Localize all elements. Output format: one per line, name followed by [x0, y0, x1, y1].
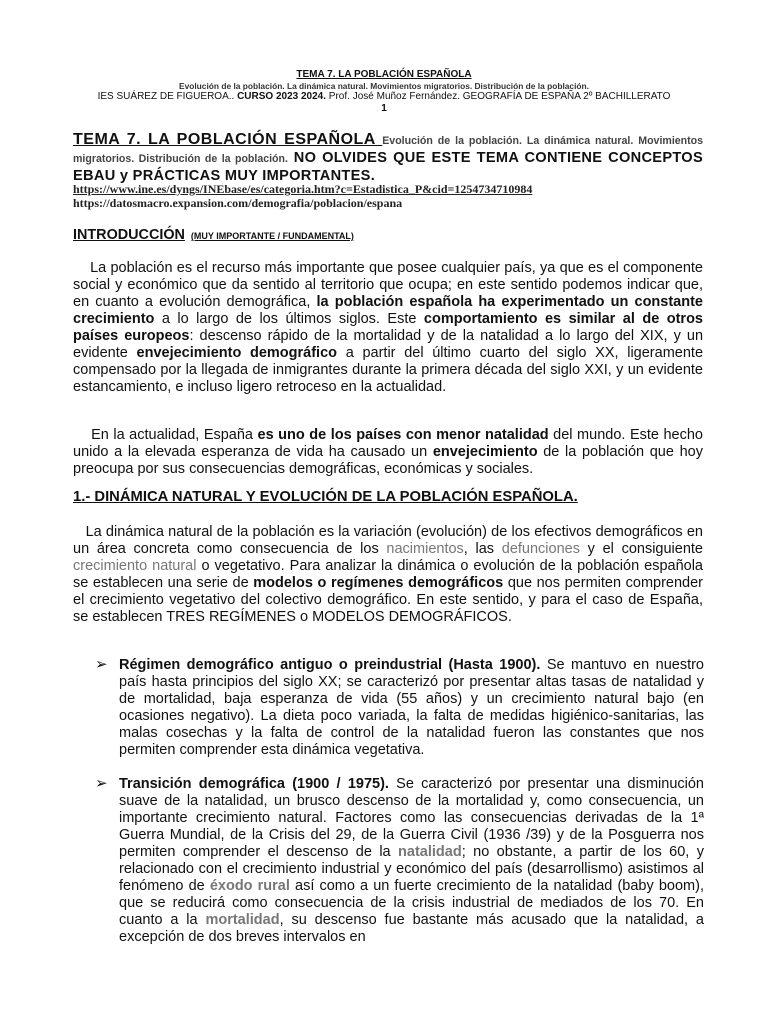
- section-1-paragraph: [73, 524, 703, 626]
- text-run: , las: [463, 541, 502, 557]
- ine-link[interactable]: https://www.ine.es/dyngs/INEbase/es/categoria.htm?c=Estadistica_P&cid=1254734710984: [73, 182, 533, 196]
- intro-tag: (MUY IMPORTANTE / FUNDAMENTAL): [190, 231, 354, 241]
- header-course-line: [0, 92, 768, 102]
- bullet-transicion: [119, 776, 704, 946]
- topic-title: TEMA 7. LA POBLACIÓN ESPAÑOLA: [73, 131, 383, 148]
- text-run: ; no obstante, a partir de los 60, y relacionado con el crecimiento industrial y económico del país (desarrollismo) asistimos al fenómeno de: [119, 844, 704, 894]
- text-run: La dinámica natural de la población es la variación (evolución) de los efectivos demográficos en un área concreta como consecuencia de los: [73, 524, 703, 557]
- header-title: TEMA 7. LA POBLACIÓN ESPAÑOLA: [296, 69, 472, 80]
- section-1-heading: 1.- DINÁMICA NATURAL Y EVOLUCIÓN DE LA POBLACIÓN ESPAÑOLA.: [73, 489, 578, 505]
- topic-subtitle: Evolución de la población. La dinámica natural. Movimientos migratorios. Distribución de la población.: [73, 135, 704, 165]
- text-run: que nos permiten comprender el crecimiento vegetativo del colectivo demográfico. En este sentido, y para el caso de España, se establecen TRES REGÍMENES o MODELOS DEMOGRÁFICOS.: [73, 575, 704, 625]
- text-run: así como a un fuerte crecimiento de la natalidad (baby boom), que se reducirá como consecuencia de la crisis industrial de mediados de los 70. En cuanto a la: [119, 878, 704, 928]
- text-run-bold: comportamiento es similar al de otros países europeos: [73, 311, 703, 344]
- datosmacro-link[interactable]: https://datosmacro.expansion.com/demografia/poblacion/espana: [73, 196, 403, 210]
- text-run: : descenso rápido de la mortalidad y de la natalidad a lo largo del XIX, y un evidente: [73, 328, 704, 361]
- text-run: y el consiguiente: [579, 541, 703, 557]
- text-run: de la población que hoy preocupa por sus consecuencias demográficas, económicas y sociales.: [73, 444, 703, 477]
- text-run-bold: es uno de los países con menor natalidad: [257, 427, 549, 443]
- bullet-title: Transición demográfica (1900 / 1975).: [119, 776, 389, 792]
- text-run: La población es el recurso más importante que posee cualquier país, ya que es el componente social y económico que da sentido al territorio que ocupa; en este sentido podemos indicar que, en cuanto a evolución demográfica,: [73, 260, 703, 310]
- bullet-arrow-icon: ➢: [95, 775, 108, 792]
- text-run: Se caracterizó por presentar una disminución suave de la natalidad, un brusco descenso de la mortalidad y, como consecuencia, un importante crecimiento natural. Factores como las consecuencias derivadas de la 1ª Guerra Mundial, de la Crisis del 29, de la Guerra Civil (1936 /39) y de la Posguerra nos permiten comprender el descenso de la: [119, 776, 704, 860]
- intro-heading: [73, 227, 703, 243]
- text-run-bold: envejecimiento demográfico: [136, 345, 338, 361]
- bullet-arrow-icon: ➢: [95, 656, 108, 673]
- text-run-bold: la población española ha experimentado un constante crecimiento: [73, 294, 703, 327]
- text-run-bold-grey: éxodo rural: [209, 878, 290, 894]
- text-run-grey: defunciones: [501, 541, 580, 557]
- text-run: , su descenso fue bastante más acusado que la natalidad, a excepción de dos breves intervalos en: [119, 912, 704, 945]
- text-run: a lo largo de los últimos siglos. Este: [154, 311, 424, 327]
- intro-title: INTRODUCCIÓN: [73, 227, 185, 243]
- intro-paragraph-2: [73, 427, 703, 478]
- bullet-text: Se mantuvo en nuestro país hasta principios del siglo XX; se caracterizó por presentar altas tasas de natalidad y de mortalidad, baja esperanza de vida (55 años) y un crecimiento natural bajo (en ocasiones negativo). La dieta poco variada, la falta de medidas higiénico-sanitarias, las malas cosechas y la falta de control de la natalidad fueron las constantes que nos permiten comprender esta dinámica vegetativa.: [119, 657, 704, 758]
- topic-heading: [73, 131, 703, 185]
- text-run-grey: crecimiento natural: [73, 558, 197, 574]
- text-run: a partir del último cuarto del siglo XX, ligeramente compensado por la llegada de inmigrantes durante la primera década del siglo XXI, y un evidente estancamiento, e incluso ligero retroceso en la actualidad.: [73, 345, 704, 395]
- text-run: del mundo. Este hecho unido a la elevada esperanza de vida ha causado un: [73, 427, 703, 460]
- header-subtitle: Evolución de la población. La dinámica natural. Movimientos migratorios. Distribución de la población.: [179, 81, 589, 91]
- intro-paragraph-1: [73, 260, 703, 396]
- text-run: o vegetativo. Para analizar la dinámica o evolución de la población española se establecen una serie de: [73, 558, 703, 591]
- text-run-bold-grey: mortalidad: [205, 912, 280, 928]
- text-run: En la actualidad, España: [91, 427, 258, 443]
- bullet-regimen-antiguo: [119, 657, 704, 759]
- text-run-bold-grey: natalidad: [398, 844, 462, 860]
- bullet-title: Régimen demográfico antiguo o preindustrial (Hasta 1900).: [119, 657, 541, 673]
- page-number: 1: [381, 103, 387, 114]
- header-teacher: Prof. José Muñoz Fernández. GEOGRAFÍA DE ESPAÑA 2º BACHILLERATO: [326, 91, 671, 102]
- header-school: IES SUÁREZ DE FIGUEROA..: [97, 91, 238, 102]
- header-course: CURSO 2023 2024.: [237, 91, 327, 102]
- text-run-bold: modelos o regímenes demográficos: [253, 575, 504, 591]
- text-run-bold: envejecimiento: [432, 444, 538, 460]
- topic-notice: NO OLVIDES QUE ESTE TEMA CONTIENE CONCEPTOS EBAU y PRÁCTICAS MUY IMPORTANTES.: [73, 150, 703, 184]
- text-run-grey: nacimientos: [386, 541, 464, 557]
